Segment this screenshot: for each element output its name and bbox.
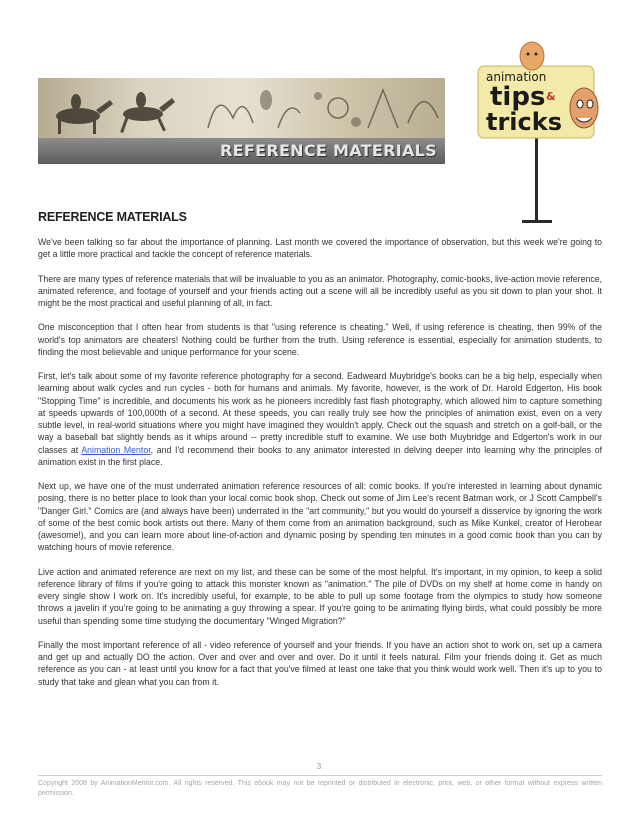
paragraph-4 — [38, 370, 602, 468]
paragraph-7: Finally the most important reference of all - video reference of yourself and your friends. If you have an action shot to work on, set up a camera and get up and actually DO the action. Over and over and over and over. Do it until it feels natural. Film your friends doing it. Get as much reference as you can - at least until you know for a fact that you've filmed at least one take that you think would work well. Then it's up to you to study that take and glean what you can from it. — [38, 639, 602, 687]
paragraph-4-text-before: First, let's talk about some of my favorite reference photography for a second. Eadweard Muybridge's books can be a big help, especially when learning about walk cycles and run cycles - both for humans and animals. My favorite, however, is the work of Dr. Harold Edgerton. His book "Stopping Time" is incredible, and documents his work as he pioneers incredibly fast flash photography, which allowed him to capture something at speeds upwards of 100,000th of a second. At these speeds, you can really truly see how the principles of animation exist, even on a very subtle level, in real-world situations where you might have imagined they wouldn't apply. Check out the squash and stretch on a golf-ball, or the way a baseball bat slightly bends as it whips around -- pretty incredible stuff to examine. We use both Muybridge and Edgerton's work in our classes at — [38, 371, 602, 455]
paragraph-5: Next up, we have one of the must underrated animation reference resources of all: comic books. If you're interested in learning about dynamic posing, there is no better place to look than your local comic book shop. Check out some of Jim Lee's recent Batman work, or J Scott Campbell's "Danger Girl." Comics are (and always have been) underrated in the "art community," but you would do yourself a disservice by ignoring the work of some of the best comic book artists out there. Many of them come from an animation background, such as Mike Kunkel, creator of Herobear (awesome!), and you can learn more about line-of-action and dynamic posing by spending ten minutes in a good comic book than you can by watching hours of movie reference. — [38, 481, 602, 553]
article-body — [38, 236, 602, 700]
banner-image — [38, 78, 445, 164]
banner-title: REFERENCE MATERIALS — [220, 141, 437, 160]
paragraph-2: There are many types of reference materials that will be invaluable to you as an animator. Photography, comic-books, live-action movie reference, animated reference, and footage of yourself and your friends acting out a scene will all be incredibly useful as you sit down to plan your shot. It might be the most practical and useful planning of all, in fact. — [38, 273, 602, 308]
paragraph-3: One misconception that I often hear from students is that "using reference is cheating." Well, if using reference is cheating, then 99% of the world's top animators are cheaters! Nothing could be further from the truth. Using reference is essential, especially for animation students, to finding the most believable and unique performance for your scene. — [38, 322, 602, 357]
footer-divider — [38, 775, 602, 776]
tips-and-tricks-logo — [472, 38, 602, 228]
page-number: 3 — [316, 762, 322, 771]
paragraph-4-text-after: , and I'd recommend their books to any animator interested in delving deeper into learning why the principles of animation exist in the first place. — [38, 444, 603, 467]
logo-word-animation: animation — [486, 70, 547, 84]
section-heading: REFERENCE MATERIALS — [38, 210, 187, 224]
paragraph-6: Live action and animated reference are next on my list, and these can be some of the most helpful. It's important, in my opinion, to keep a solid reference library of films if you're going to attack this monster known as "animation." The pile of DVDs on my shelf at home come in handy on every single show I work on. It's incredibly useful, for example, to be able to pull up some footage from the olympics to study how someone throws a javelin if you're going to be animating a guy throwing a spear. If you're going to be animating flying birds, what could possibly be more useful than spending some time studying the documentary "Winged Migration?" — [38, 566, 602, 626]
copyright-notice: Copyright 2008 by AnimationMentor.com. All rights reserved. This ebook may not be reprinted or distributed in electronic, print, web, or other format without express written permission. — [38, 780, 602, 797]
animation-mentor-link[interactable]: Animation Mentor — [81, 444, 151, 455]
motion-study-icon — [38, 78, 445, 138]
logo-ampersand: & — [546, 90, 556, 103]
logo-word-tips: tips — [490, 82, 546, 112]
logo-word-tricks: tricks — [486, 108, 563, 136]
paragraph-1: We've been talking so far about the importance of planning. Last month we covered the importance of observation, but this week we're going to get a little more practical and tackle the concept of reference materials. — [38, 237, 602, 260]
